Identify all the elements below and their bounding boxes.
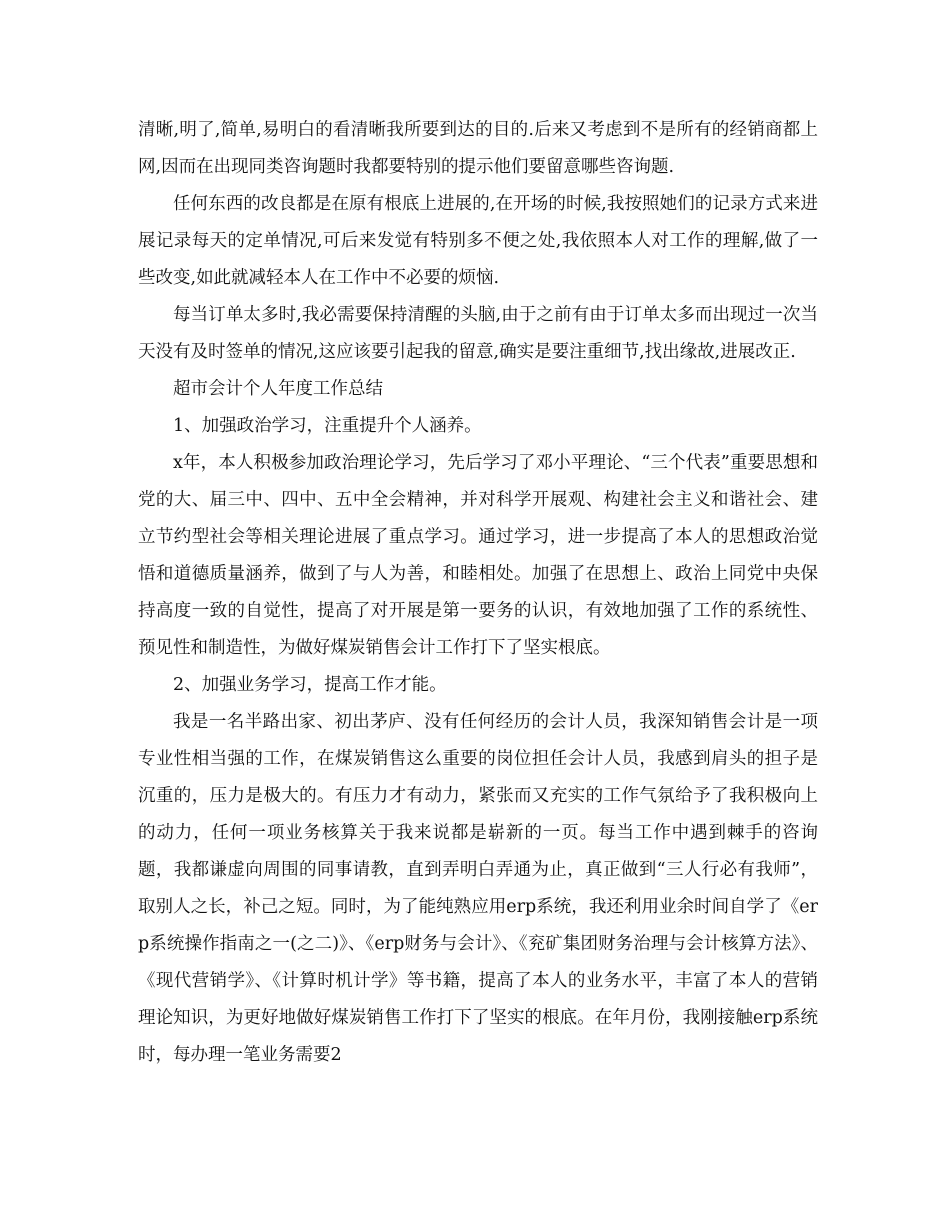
subsection-heading-1: 1、加强政治学习，注重提升个人涵养。 <box>173 416 482 436</box>
paragraph-2: 任何东西的改良都是在原有根底上进展的,在开场的时候,我按照她们的记录方式来进展记录每天的定单情况,可后来发觉有特别多不便之处,我依照本人对工作的理解,做了一些改变,如此就减轻本人在工作中不必要的烦恼. <box>138 194 818 288</box>
subsection-heading-2: 2、加强业务学习，提高工作才能。 <box>173 675 447 695</box>
paragraph-1: 清晰,明了,简单,易明白的看清晰我所要到达的目的.后来又考虑到不是所有的经销商都上网,因而在出现同类咨询题时我都要特别的提示他们要留意哪些咨询题. <box>138 120 818 177</box>
paragraph-4: x年，本人积极参加政治理论学习，先后学习了邓小平理论、“三个代表”重要思想和党的大、届三中、四中、五中全会精神，并对科学开展观、构建社会主义和谐社会、建立节约型社会等相关理论进展了重点学习。通过学习，进一步提高了本人的思想政治觉悟和道德质量涵养，做到了与人为善，和睦相处。加强了在思想上、政治上同党中央保持高度一致的自觉性，提高了对开展是第一要务的认识，有效地加强了工作的系统性、预见性和制造性，为做好煤炭销售会计工作打下了坚实根底。 <box>138 453 818 658</box>
section-title: 超市会计个人年度工作总结 <box>173 379 383 399</box>
document-body <box>138 112 818 1074</box>
paragraph-3: 每当订单太多时,我必需要保持清醒的头脑,由于之前有由于订单太多而出现过一次当天没有及时签单的情况,这应该要引起我的留意,确实是要注重细节,找出缘故,进展改正. <box>138 305 818 362</box>
paragraph-5: 我是一名半路出家、初出茅庐、没有任何经历的会计人员，我深知销售会计是一项专业性相当强的工作，在煤炭销售这么重要的岗位担任会计人员，我感到肩头的担子是沉重的，压力是极大的。有压力才有动力，紧张而又充实的工作气氛给予了我积极向上的动力，任何一项业务核算关于我来说都是崭新的一页。每当工作中遇到棘手的咨询题，我都谦虚向周围的同事请教，直到弄明白弄通为止，真正做到“三人行必有我师”，取别人之长，补己之短。同时，为了能纯熟应用erp系统，我还利用业余时间自学了《erp系统操作指南之一(之二)》、《erp财务与会计》、《兖矿集团财务治理与会计核算方法》、《现代营销学》、《计算时机计学》等书籍，提高了本人的业务水平，丰富了本人的营销理论知识，为更好地做好煤炭销售工作打下了坚实的根底。在年月份，我刚接触erp系统时，每办理一笔业务需要2 <box>138 712 818 1065</box>
